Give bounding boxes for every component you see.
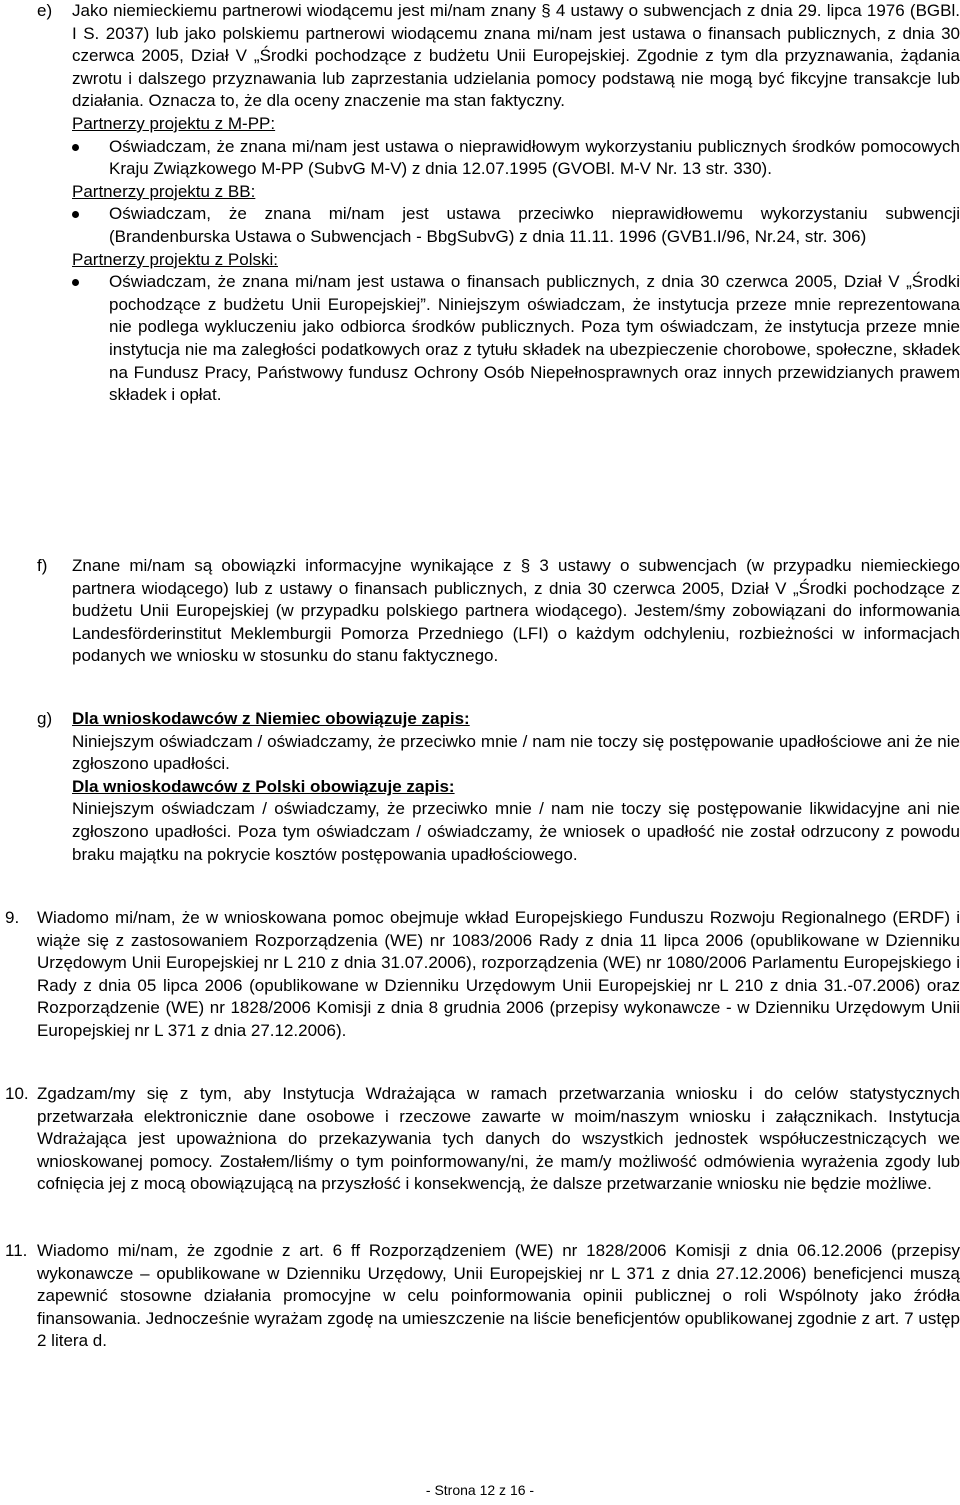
item-10-marker: 10. — [5, 1084, 29, 1103]
item-g — [72, 708, 960, 866]
bb-text: Oświadczam, że znana mi/nam jest ustawa przeciwko nieprawidłowemu wykorzystaniu subwencji (Brandenburska Ustawa o Subwencjach - BbgSubvG) z dnia 11.11. 1996 (GVB1.I/96, Nr.24, str. 306) — [109, 204, 960, 246]
bullet-icon — [72, 211, 79, 218]
page-footer: - Strona 12 z 16 - — [425, 1482, 535, 1498]
item-9 — [37, 907, 960, 1043]
g-pl-heading: Dla wnioskodawców z Polski obowiązuje zapis: — [72, 776, 455, 796]
pl-text: Oświadczam, że znana mi/nam jest ustawa o finansach publicznych, z dnia 30 czerwca 2005, Dział V „Środki pochodzące z budżetu Unii Europejskiej”. Niniejszym oświadczam, że instytucja przeze mnie reprezentowana nie podlega wykluczeniu jako odbiorca środków publicznych. Poza tym oświadczam, że instytucja przeze mnie instytucja nie ma zaległości podatkowych oraz z tytułu składek na ubezpieczenie chorobowe, społeczne, składek na Fundusz Pracy, Państwowy fundusz Ochrony Osób Niepełnosprawnych oraz innych przewidzianych prawem składek i opłat. — [109, 272, 960, 405]
item-11 — [37, 1240, 960, 1353]
item-10-text: Zgadzam/my się z tym, aby Instytucja Wdrażająca w ramach przetwarzania wniosku i do celów statystycznych przetwarzała elektronicznie dane osobowe i rzeczowe zawarte w moim/naszym wniosku i załącznikach. Instytucja Wdrażająca jest upoważniona do przekazywania tych danych do wszystkich jednostek współuczestniczących we wnioskowanej pomocy. Zostałem/liśmy o tym poinformowany/ni, że mam/y możliwość odmówienia wyrażenia zgody lub cofnięcia jej z mocą obowiązującą na przyszłość i konsekwencją, że dalsze przetwarzanie wniosku nie będzie możliwe. — [37, 1084, 960, 1194]
mpp-text: Oświadczam, że znana mi/nam jest ustawa o nieprawidłowym wykorzystaniu publicznych środków pomocowych Kraju Związkowego M-PP (SubvG M-V) z dnia 12.07.1995 (GVOBl. M-V Nr. 13 str. 330). — [109, 136, 960, 179]
bullet-icon — [72, 279, 79, 286]
bb-heading: Partnerzy projektu z BB: — [72, 181, 256, 201]
item-e-text: Jako niemieckiemu partnerowi wiodącemu jest mi/nam znany § 4 ustawy o subwencjach z dnia 29. lipca 1976 (BGBl. I S. 2037) lub jako polskiemu partnerowi wiodącemu znana mi/nam jest ustawa o finansach publicznych, z dnia 30 czerwca 2005, Dział V „Środki pochodzące z budżetu Unii Europejskiej. Zgodnie z tym dla przyznawania, żądania zwrotu i dalszego przyznawania lub zaprzestania udzielania pomocy podstawą nie mogą być fikcyjne transakcje lub działania. Oznacza to, że dla oceny znaczenie ma stan faktyczny. — [72, 1, 960, 111]
pl-bullet — [72, 271, 960, 407]
item-e-marker: e) — [37, 1, 53, 20]
item-10 — [37, 1083, 960, 1196]
g-pl-text: Niniejszym oświadczam / oświadczamy, że przeciwko mnie / nam nie toczy się postępowanie likwidacyjne ani nie zgłoszono upadłości. Poza tym oświadczam / oświadczamy, że wniosek o upadłość nie został odrzucony z powodu braku majątku na pokrycie kosztów postępowania upadłościowego. — [72, 799, 960, 864]
item-f — [72, 555, 960, 668]
item-g-marker: g) — [37, 709, 53, 728]
item-9-text: Wiadomo mi/nam, że w wnioskowana pomoc obejmuje wkład Europejskiego Funduszu Rozwoju Regionalnego (ERDF) i wiąże się z zastosowaniem Rozporządzenia (WE) nr 1083/2006 Rady z dnia 11 lipca 2006 (opublikowane w Dzienniku Urzędowym Unii Europejskiej nr L 210 z dnia 31.07.2006), rozporządzenia (WE) nr 1080/2006 Parlamentu Europejskiego i Rady z dnia 05 lipca 2006 (opublikowane w Dzienniku Urzędowym Unii Europejskiej nr L 210 z dnia 31.-07.2006) oraz Rozporządzenie (WE) nr 1828/2006 Komisji z dnia 8 grudnia 2006 (przepisy wykonawcze - w Dzienniku Urzędowym Unii Europejskiej nr L 371 z dnia 27.12.2006). — [37, 908, 960, 1040]
g-de-heading: Dla wnioskodawców z Niemiec obowiązuje zapis: — [72, 709, 470, 728]
item-e — [72, 0, 960, 407]
bb-bullet — [72, 203, 960, 248]
bullet-icon — [72, 144, 79, 151]
g-de-text: Niniejszym oświadczam / oświadczamy, że przeciwko mnie / nam nie toczy się postępowanie upadłościowe ani że nie zgłoszono upadłości. — [72, 731, 960, 774]
pl-heading: Partnerzy projektu z Polski: — [72, 249, 278, 269]
mpp-heading: Partnerzy projektu z M-PP: — [72, 113, 276, 133]
item-f-text: Znane mi/nam są obowiązki informacyjne wynikające z § 3 ustawy o subwencjach (w przypadku niemieckiego partnera wiodącego) lub z ustawy o finansach publicznych, z dnia 30 czerwca 2005, Dział V „Środki pochodzące z budżetu Unii Europejskiej (w przypadku polskiego partnera wiodącego). Jestem/śmy zobowiązani do informowania Landesförderinstitut Meklemburgii Pomorza Przedniego (LFI) o każdym odchyleniu, rozbieżności w informacjach podanych we wniosku w stosunku do stanu faktycznego. — [72, 556, 960, 666]
item-9-marker: 9. — [5, 908, 20, 927]
item-f-marker: f) — [37, 556, 48, 575]
item-11-marker: 11. — [5, 1241, 28, 1260]
mpp-bullet — [72, 136, 960, 181]
item-11-text: Wiadomo mi/nam, że zgodnie z art. 6 ff Rozporządzeniem (WE) nr 1828/2006 Komisji z dnia 06.12.2006 (przepisy wykonawcze – opublikowane w Dzienniku Urzędowy, Unii Europejskiej nr L 371 z dnia 27.12.2006) beneficjenci muszą zapewnić stosowne działania promocyjne w celu poinformowania opinii publicznej o roli Wspólnoty jako źródła finansowania. Jednocześnie wyrażam zgodę na umieszczenie na liście beneficjentów opublikowanej zgodnie z art. 7 ustęp 2 litera d. — [37, 1241, 960, 1351]
